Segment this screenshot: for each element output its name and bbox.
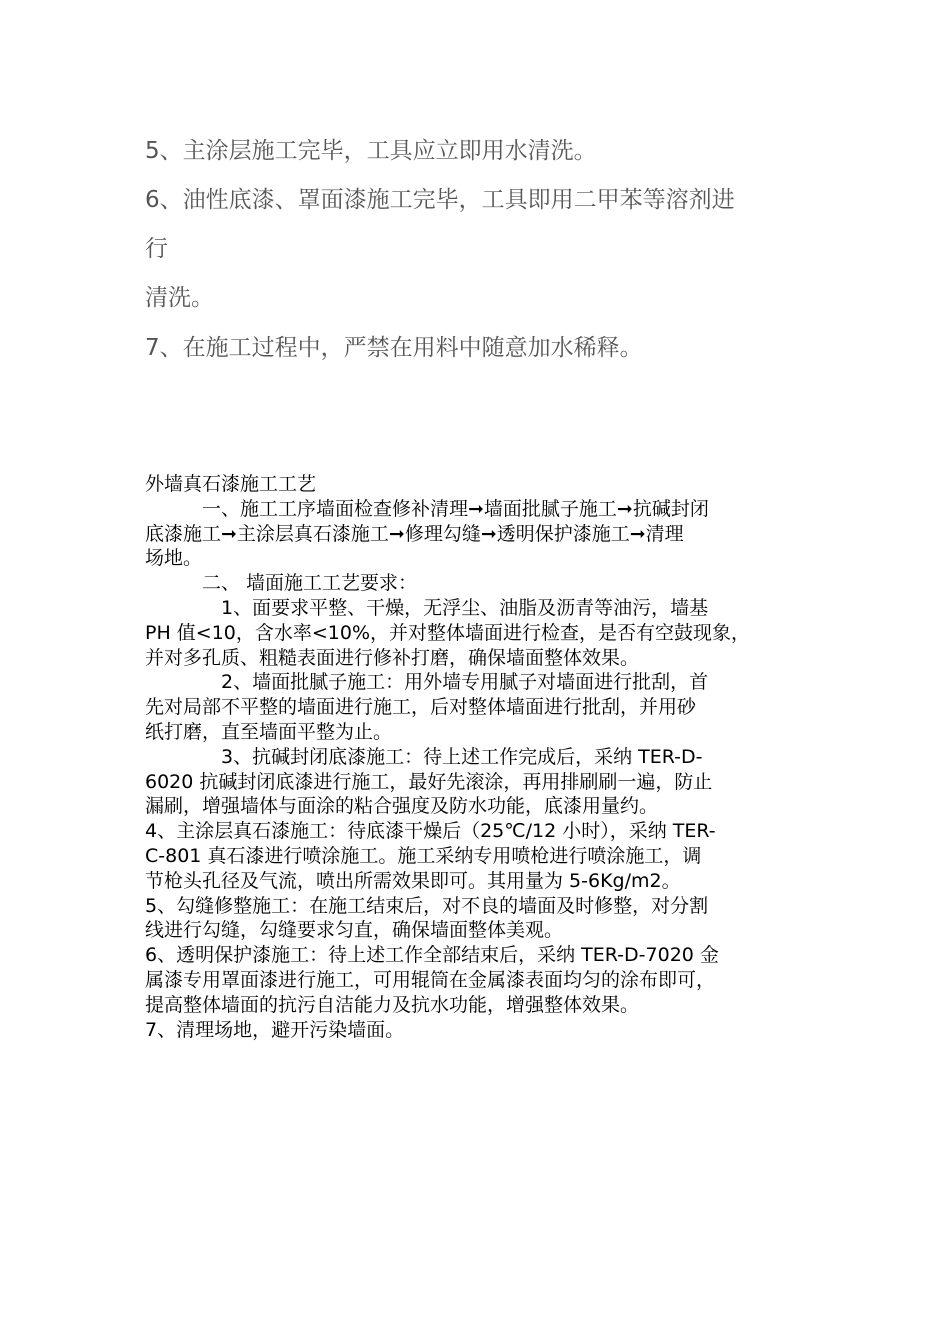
note-item-6-line-3: 清洗。 [145, 285, 214, 311]
article-line: 6020 抗碱封闭底漆进行施工，最好先滚涂，再用排刷刷一遍，防止 [145, 770, 713, 793]
article-body [145, 472, 825, 1042]
article-line: 场地。 [145, 547, 203, 570]
article-line: 先对局部不平整的墙面进行施工，后对整体墙面进行批刮，并用砂 [145, 696, 697, 719]
article-line: 二、 墙面施工工艺要求： [145, 572, 418, 595]
article-line: 3、抗碱封闭底漆施工：待上述工作完成后，采纳 TER-D- [145, 745, 703, 768]
article-line: 漏刷，增强墙体与面涂的粘合强度及防水功能，底漆用量约。 [145, 795, 659, 818]
note-item-6-line-1: 6、油性底漆、罩面漆施工完毕，工具即用二甲苯等溶剂进 [145, 187, 735, 213]
article-line: 1、面要求平整、干燥，无浮尘、油脂及沥青等油污，墙基 [145, 596, 709, 619]
article-line: 提高整体墙面的抗污自洁能力及抗水功能，增强整体效果。 [145, 993, 640, 1016]
article-line: 4、主涂层真石漆施工：待底漆干燥后（25℃/12 小时），采纳 TER- [145, 820, 716, 843]
note-item-5: 5、主涂层施工完毕，工具应立即用水清洗。 [145, 138, 597, 164]
article-line: 线进行勾缝，勾缝要求匀直，确保墙面整体美观。 [145, 919, 564, 942]
article-line: 节枪头孔径及气流，喷出所需效果即可。其用量为 5-6Kg/m2。 [145, 869, 681, 892]
article-line: PH 值<10，含水率<10%，并对整体墙面进行检查，是否有空鼓现象， [145, 621, 751, 644]
article-line: 一、施工工序墙面检查修补清理➞墙面批腻子施工➞抗碱封闭 [145, 497, 709, 520]
article-line: 纸打磨，直至墙面平整为止。 [145, 720, 393, 743]
article-line: 并对多孔质、粗糙表面进行修补打磨，确保墙面整体效果。 [145, 646, 640, 669]
article-line: 6、透明保护漆施工：待上述工作全部结束后，采纳 TER-D-7020 金 [145, 944, 719, 967]
article-line: 底漆施工➞主涂层真石漆施工➞修理勾缝➞透明保护漆施工➞清理 [145, 522, 684, 545]
article-line: 属漆专用罩面漆进行施工，可用辊筒在金属漆表面均匀的涂布即可， [145, 968, 716, 991]
article-line: 7、清理场地，避开污染墙面。 [145, 1018, 405, 1041]
article-line: 2、墙面批腻子施工：用外墙专用腻子对墙面进行批刮，首 [145, 671, 709, 694]
article-line: 5、勾缝修整施工：在施工结束后，对不良的墙面及时修整，对分割 [145, 894, 709, 917]
article-title: 外墙真石漆施工工艺 [145, 473, 317, 495]
note-item-6-line-2: 行 [145, 236, 168, 262]
note-item-7: 7、在施工过程中，严禁在用料中随意加水稀释。 [145, 335, 643, 361]
article-line: C-801 真石漆进行喷涂施工。施工采纳专用喷枪进行喷涂施工，调 [145, 844, 702, 867]
